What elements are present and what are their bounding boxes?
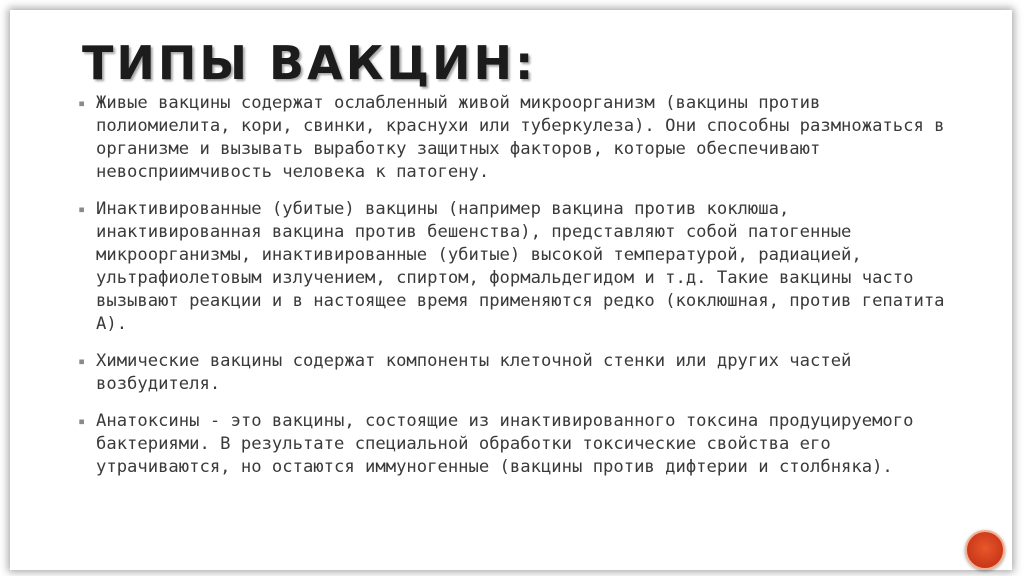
bullet-text: Химические вакцины содержат компоненты клеточной стенки или других частей возбудителя. [96,351,852,394]
bullet-item [78,410,962,479]
slide-title: ТИПЫ ВАКЦИН: [82,36,537,90]
slide [10,10,1012,570]
bullet-square-icon: ▪ [78,96,86,110]
bullet-square-icon: ▪ [78,202,86,216]
bullet-item [78,198,962,336]
bullet-item [78,92,962,184]
bullet-item [78,350,962,396]
bullet-text: Инактивированные (убитые) вакцины (например вакцина против коклюша, инактивированная вакцина против бешенства), представляют собой патогенные микроорганизмы, инактивированные (убитые) высокой температурой, радиацией, ультрафиолетовым излучением, спиртом, формальдегидом и т.д. Такие вакцины часто вызывают реакции и в настоящее время применяются редко (коклюшная, против гепатита А). [96,199,945,334]
bullet-square-icon: ▪ [78,354,86,368]
bullet-list [78,92,962,493]
bullet-text: Анатоксины - это вакцины, состоящие из инактивированного токсина продуцируемого бактериями. В результате специальной обработки токсические свойства его утрачиваются, но остаются иммуногенные (вакцины против дифтерии и столбняка). [96,411,914,477]
page-number-badge-icon [965,530,1005,570]
bullet-text: Живые вакцины содержат ослабленный живой микроорганизм (вакцины против полиомиелита, кори, свинки, краснухи или туберкулеза). Они способны размножаться в организме и вызывать выработку защитных факторов, которые обеспечивают невосприимчивость человека к патогену. [96,93,945,182]
bullet-square-icon: ▪ [78,414,86,428]
